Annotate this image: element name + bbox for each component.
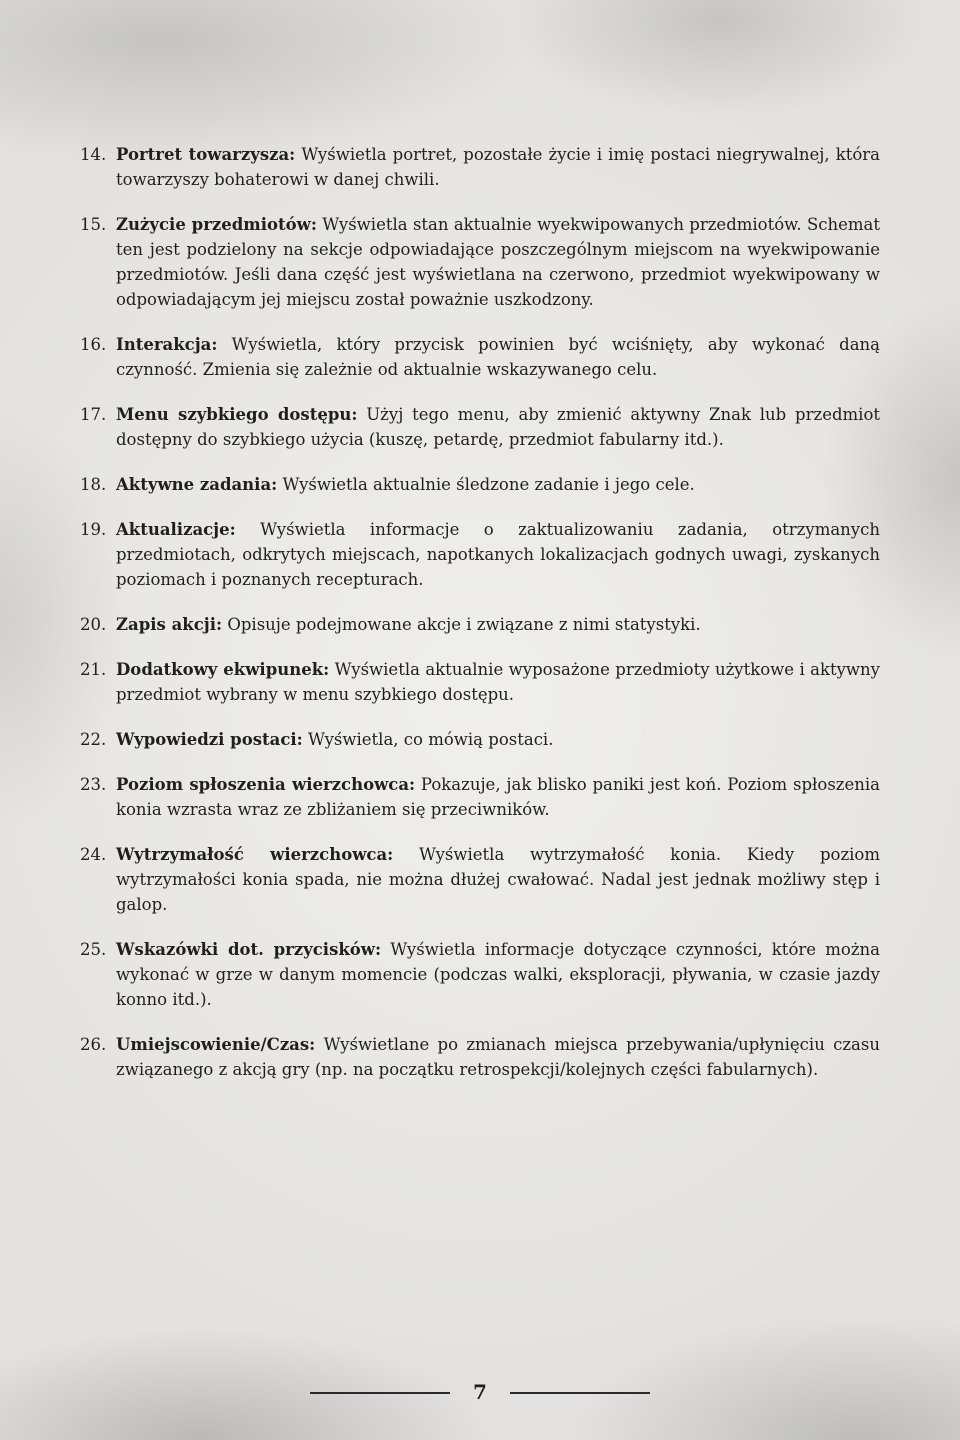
item-text: Wyświetla portret, pozostałe życie i imię postaci niegrywalnej, która towarzyszy bohaterowi w danej chwili.: [116, 145, 880, 189]
item-text: Pokazuje, jak blisko paniki jest koń. Poziom spłoszenia konia wzrasta wraz ze zbliżaniem się przeciwników.: [116, 775, 880, 819]
item-number: 25.: [80, 940, 107, 959]
list-item: [80, 517, 880, 592]
item-number: 17.: [80, 405, 107, 424]
list-item: [80, 472, 880, 497]
item-body: [116, 657, 880, 707]
list-item: [80, 142, 880, 192]
item-number: 20.: [80, 615, 107, 634]
item-body: [116, 142, 880, 192]
list-item: [80, 727, 880, 752]
item-number: 21.: [80, 660, 107, 679]
item-body: [116, 842, 880, 917]
list-item: [80, 212, 880, 312]
item-term: Interakcja:: [116, 335, 218, 354]
item-term: Dodatkowy ekwipunek:: [116, 660, 330, 679]
item-text: Wyświetla informacje dotyczące czynności, które można wykonać w grze w danym momencie (podczas walki, eksploracji, pływania, w czasie jazdy konno itd.).: [116, 940, 880, 1009]
item-term: Portret towarzysza:: [116, 145, 296, 164]
item-text: Użyj tego menu, aby zmienić aktywny Znak lub przedmiot dostępny do szybkiego użycia (kuszę, petardę, przedmiot fabularny itd.).: [116, 405, 881, 449]
footer-rule-right: [510, 1392, 650, 1394]
item-term: Zapis akcji:: [116, 615, 223, 634]
item-body: [116, 1032, 880, 1082]
item-body: [116, 212, 880, 312]
item-term: Wytrzymałość wierzchowca:: [116, 845, 394, 864]
item-term: Umiejscowienie/Czas:: [116, 1035, 316, 1054]
list-item: [80, 402, 880, 452]
item-term: Zużycie przedmiotów:: [116, 215, 317, 234]
item-number: 22.: [80, 730, 107, 749]
item-number: 18.: [80, 475, 107, 494]
item-number: 26.: [80, 1035, 107, 1054]
item-text: Wyświetla aktualnie śledzone zadanie i jego cele.: [277, 475, 695, 494]
item-text: Opisuje podejmowane akcje i związane z nimi statystyki.: [222, 615, 701, 634]
item-body: [116, 402, 880, 452]
item-body: [116, 332, 880, 382]
item-text: Wyświetla, który przycisk powinien być wciśnięty, aby wykonać daną czynność. Zmienia się zależnie od aktualnie wskazywanego celu.: [116, 335, 880, 379]
item-body: [116, 772, 880, 822]
item-number: 19.: [80, 520, 107, 539]
item-term: Aktywne zadania:: [116, 475, 278, 494]
list-item: [80, 772, 880, 822]
list-item: [80, 657, 880, 707]
item-term: Poziom spłoszenia wierzchowca:: [116, 775, 416, 794]
item-list: [80, 142, 880, 1102]
item-number: 24.: [80, 845, 107, 864]
item-term: Menu szybkiego dostępu:: [116, 405, 358, 424]
item-body: [116, 937, 880, 1012]
item-text: Wyświetla stan aktualnie wyekwipowanych przedmiotów. Schemat ten jest podzielony na sekcje odpowiadające poszczególnym miejscom na wyekwipowanie przedmiotów. Jeśli dana część jest wyświetlana na czerwono, przedmiot wyekwipowany w odpowiadającym jej miejscu został poważnie uszkodzony.: [116, 215, 880, 309]
list-item: [80, 937, 880, 1012]
item-body: [116, 612, 880, 637]
item-text: Wyświetla, co mówią postaci.: [302, 730, 554, 749]
item-body: [116, 727, 880, 752]
item-text: Wyświetla aktualnie wyposażone przedmioty użytkowe i aktywny przedmiot wybrany w menu szybkiego dostępu.: [116, 660, 880, 704]
item-text: Wyświetla informacje o zaktualizowaniu zadania, otrzymanych przedmiotach, odkrytych miejscach, napotkanych lokalizacjach godnych uwagi, zyskanych poziomach i poznanych recepturach.: [116, 520, 880, 589]
item-number: 23.: [80, 775, 107, 794]
item-number: 15.: [80, 215, 107, 234]
page-number: 7: [473, 1380, 487, 1404]
list-item: [80, 1032, 880, 1082]
item-number: 14.: [80, 145, 107, 164]
footer-rule-left: [310, 1392, 450, 1394]
item-number: 16.: [80, 335, 107, 354]
item-term: Wypowiedzi postaci:: [116, 730, 303, 749]
item-body: [116, 517, 880, 592]
list-item: [80, 332, 880, 382]
item-body: [116, 472, 880, 497]
item-term: Aktualizacje:: [116, 520, 236, 539]
list-item: [80, 842, 880, 917]
item-text: Wyświetla wytrzymałość konia. Kiedy poziom wytrzymałości konia spada, nie można dłużej cwałować. Nadal jest jednak możliwy stęp i galop.: [116, 845, 880, 914]
item-term: Wskazówki dot. przycisków:: [116, 940, 382, 959]
list-item: [80, 612, 880, 637]
item-text: Wyświetlane po zmianach miejsca przebywania/upłynięciu czasu związanego z akcją gry (np. na początku retrospekcji/kolejnych części fabularnych).: [116, 1035, 880, 1079]
